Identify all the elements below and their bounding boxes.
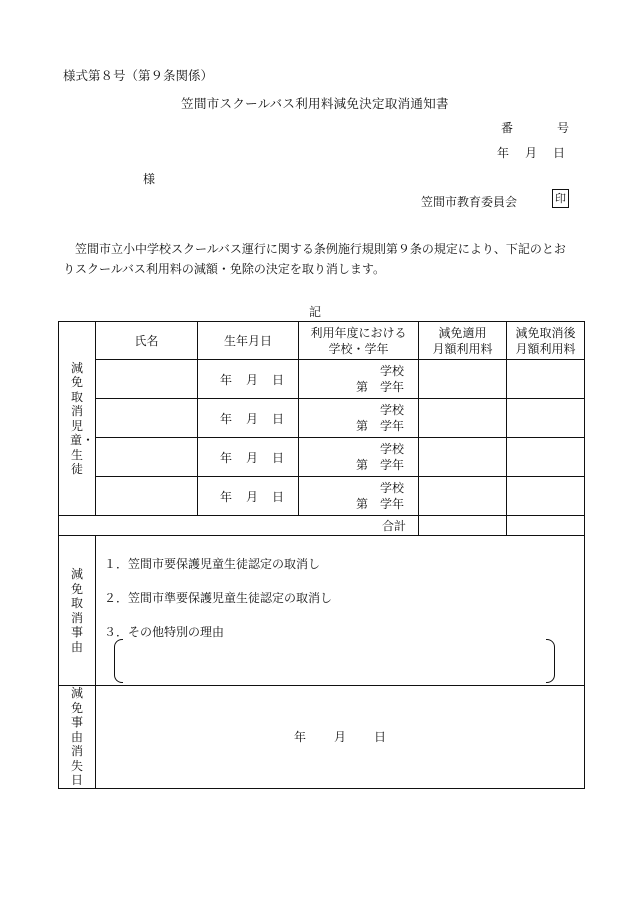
- school-year-cell[interactable]: 学校 第 学年: [299, 399, 419, 438]
- table-row: [59, 360, 585, 399]
- number-label-ban: 番: [501, 121, 514, 135]
- student-name-cell[interactable]: [96, 438, 198, 477]
- student-name-cell[interactable]: [96, 477, 198, 516]
- table-row: [59, 399, 585, 438]
- table-row: [59, 438, 585, 477]
- applied-fee-cell[interactable]: [419, 438, 507, 477]
- col-applied-fee: 減免適用 月額利用料: [419, 322, 507, 360]
- reason-row: [59, 536, 585, 686]
- form-number: 様式第８号（第９条関係）: [63, 68, 214, 83]
- applied-fee-cell[interactable]: [419, 399, 507, 438]
- number-label-go: 号: [557, 121, 570, 135]
- addressee-suffix: 様: [143, 172, 156, 186]
- issue-month-unit: 月: [525, 146, 538, 160]
- table-row: [59, 477, 585, 516]
- reason-side-label: 減免取消事由: [59, 536, 96, 686]
- body-paragraph: 笠間市立小中学校スクールバス運行に関する条例施行規則第９条の規定により、下記のとおりスクールバス利用料の減額・免除の決定を取り消します。: [63, 242, 566, 276]
- issue-date-label: [497, 144, 565, 161]
- student-table: [58, 321, 585, 789]
- birthdate-cell[interactable]: 年 月 日: [198, 438, 299, 477]
- reason-2[interactable]: ２．笠間市準要保護児童生徒認定の取消し: [104, 590, 333, 605]
- total-applied-cell[interactable]: [419, 516, 507, 536]
- after-fee-cell[interactable]: [507, 477, 585, 516]
- after-fee-cell[interactable]: [507, 399, 585, 438]
- issue-day-unit: 日: [553, 146, 566, 160]
- lapse-date-cell[interactable]: 年 月 日: [96, 686, 585, 789]
- total-row: [59, 516, 585, 536]
- reason-3[interactable]: ３．その他特別の理由: [104, 624, 225, 639]
- document-title: 笠間市スクールバス利用料減免決定取消通知書: [181, 96, 449, 111]
- seal-box: 印: [552, 189, 569, 208]
- lapse-row: [59, 686, 585, 789]
- issue-year-unit: 年: [497, 146, 510, 160]
- after-fee-cell[interactable]: [507, 360, 585, 399]
- col-school-year: 利用年度における 学校・学年: [299, 322, 419, 360]
- reason-1[interactable]: １．笠間市要保護児童生徒認定の取消し: [104, 556, 321, 571]
- right-bracket: [546, 639, 555, 683]
- ki-heading: 記: [308, 305, 321, 319]
- total-label: 合計: [59, 516, 419, 536]
- school-year-cell[interactable]: 学校 第 学年: [299, 360, 419, 399]
- issuer-name: 笠間市教育委員会: [421, 195, 518, 209]
- birthdate-cell[interactable]: 年 月 日: [198, 399, 299, 438]
- left-bracket: [114, 639, 123, 683]
- birthdate-cell[interactable]: 年 月 日: [198, 360, 299, 399]
- student-name-cell[interactable]: [96, 399, 198, 438]
- birthdate-cell[interactable]: 年 月 日: [198, 477, 299, 516]
- col-after-fee: 減免取消後 月額利用料: [507, 322, 585, 360]
- col-name: 氏名: [96, 322, 198, 360]
- total-after-cell[interactable]: [507, 516, 585, 536]
- applied-fee-cell[interactable]: [419, 477, 507, 516]
- lapse-side-label: 減免事由消失日: [59, 686, 96, 789]
- after-fee-cell[interactable]: [507, 438, 585, 477]
- col-birthdate: 生年月日: [198, 322, 299, 360]
- school-year-cell[interactable]: 学校 第 学年: [299, 438, 419, 477]
- school-year-cell[interactable]: 学校 第 学年: [299, 477, 419, 516]
- document-number-label: [501, 119, 569, 136]
- student-name-cell[interactable]: [96, 360, 198, 399]
- applied-fee-cell[interactable]: [419, 360, 507, 399]
- reason-area: [96, 536, 585, 686]
- students-side-label: 減免取消児童・生徒: [59, 322, 96, 516]
- table-header-row: [59, 322, 585, 360]
